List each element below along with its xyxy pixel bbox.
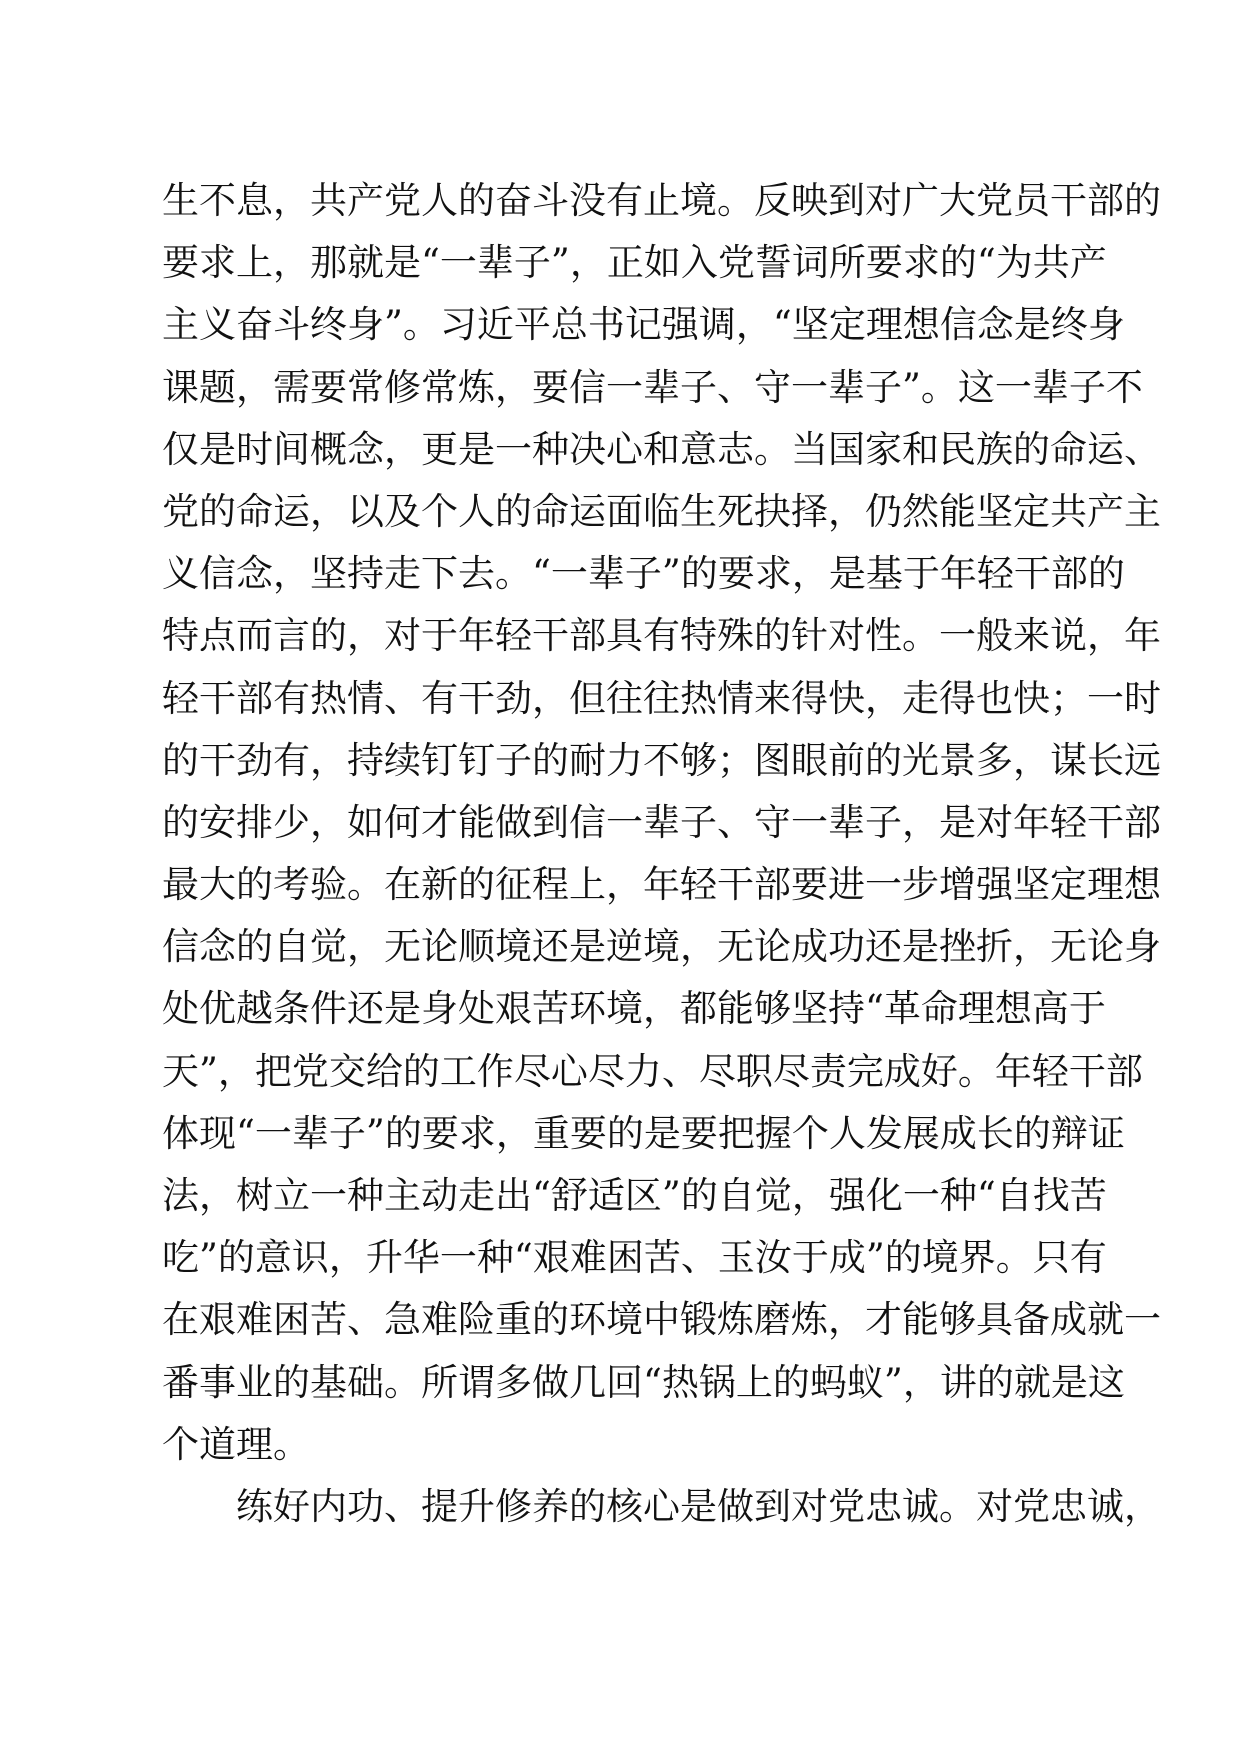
text-line: 吃”的意识，升华一种“艰难困苦、玉汝于成”的境界。只有 (162, 1236, 1107, 1280)
text-line: 仅是时间概念，更是一种决心和意志。当国家和民族的命运、 (162, 427, 1161, 471)
text-line: 轻干部有热情、有干劲，但往往热情来得快，走得也快；一时 (162, 676, 1161, 720)
continued-paragraph (162, 170, 1161, 1476)
text-line: 天”，把党交给的工作尽心尽力、尽职尽责完成好。年轻干部 (162, 1049, 1143, 1093)
text-line: 党的命运，以及个人的命运面临生死抉择，仍然能坚定共产主 (162, 489, 1161, 533)
text-line: 特点而言的，对于年轻干部具有特殊的针对性。一般来说，年 (162, 614, 1161, 658)
text-line: 处优越条件还是身处艰苦环境，都能够坚持“革命理想高于 (162, 987, 1106, 1031)
text-line: 最大的考验。在新的征程上，年轻干部要进一步增强坚定理想 (162, 863, 1161, 907)
text-line: 的安排少，如何才能做到信一辈子、守一辈子，是对年轻干部 (162, 800, 1161, 844)
text-line: 番事业的基础。所谓多做几回“热锅上的蚂蚁”，讲的就是这 (162, 1360, 1125, 1404)
text-line: 体现“一辈子”的要求，重要的是要把握个人发展成长的辩证 (162, 1111, 1125, 1155)
text-line: 的干劲有，持续钉钉子的耐力不够；图眼前的光景多，谋长远 (162, 738, 1161, 782)
text-line: 主义奋斗终身”。习近平总书记强调，“坚定理想信念是终身 (162, 303, 1125, 347)
body-text (162, 170, 1161, 1538)
text-line: 信念的自觉，无论顺境还是逆境，无论成功还是挫折，无论身 (162, 925, 1161, 969)
text-line: 要求上，那就是“一辈子”，正如入党誓词所要求的“为共产 (162, 241, 1107, 285)
text-line: 课题，需要常修常炼，要信一辈子、守一辈子”。这一辈子不 (162, 365, 1143, 409)
text-line: 练好内功、提升修养的核心是做到对党忠诚。对党忠诚， (236, 1484, 1161, 1528)
new-paragraph (162, 1476, 1161, 1538)
text-line: 法，树立一种主动走出“舒适区”的自觉，强化一种“自找苦 (162, 1174, 1107, 1217)
text-line: 个道理。 (162, 1422, 310, 1466)
text-line: 生不息，共产党人的奋斗没有止境。反映到对广大党员干部的 (162, 179, 1161, 222)
text-line: 义信念，坚持走下去。“一辈子”的要求，是基于年轻干部的 (162, 552, 1125, 596)
text-line: 在艰难困苦、急难险重的环境中锻炼磨炼，才能够具备成就一 (162, 1298, 1161, 1342)
